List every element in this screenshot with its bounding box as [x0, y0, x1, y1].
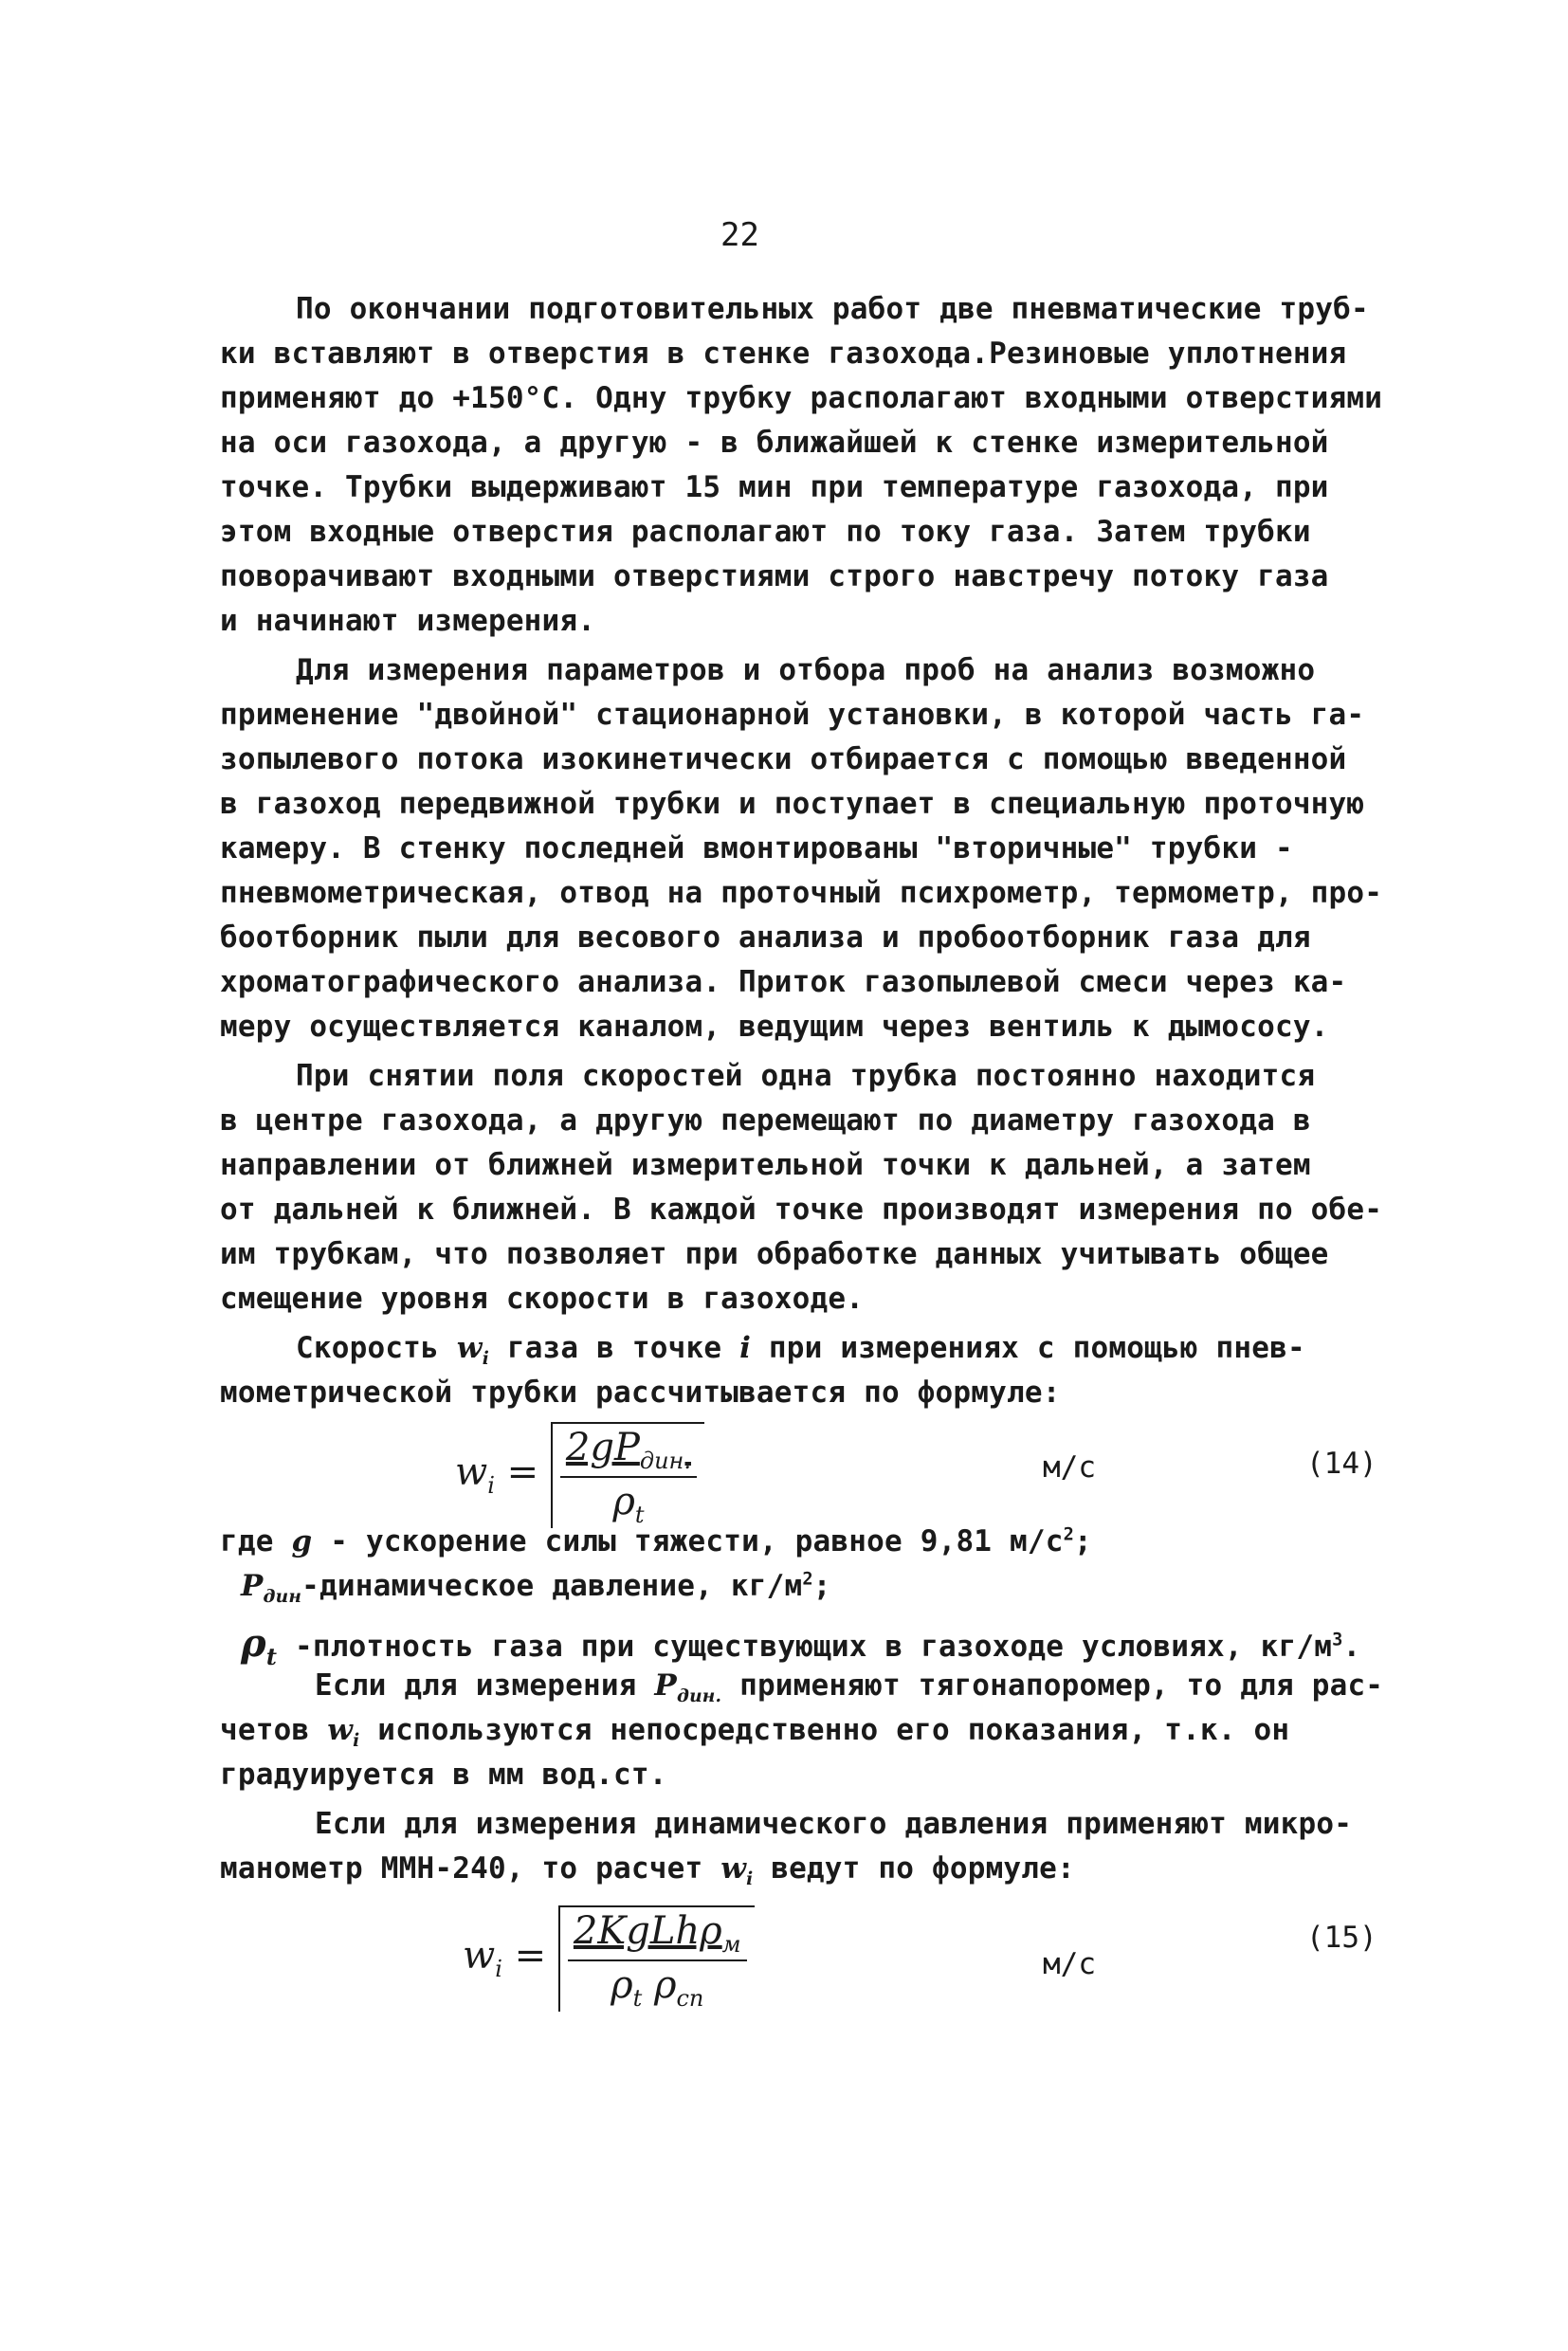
fraction-numerator: $2gP_{дин.}$	[560, 1426, 697, 1478]
paragraph2-line: хроматографического анализа. Приток газопылевой смеси через ка-	[220, 965, 1347, 999]
formula-14	[455, 1422, 704, 1528]
formula-lhs: $w_i$	[463, 1934, 502, 1982]
paragraph2-line: в газоход передвижной трубки и поступает в специальную проточную	[220, 787, 1365, 821]
paragraph5-line1	[315, 1668, 1383, 1706]
velocity-symbol: $w_i$	[456, 1331, 489, 1370]
paragraph2-line: пневмометрическая, отвод на проточный психрометр, термометр, про-	[220, 876, 1383, 910]
text-span: при измерениях с помощью пнев-	[768, 1331, 1305, 1365]
paragraph2-line: зопылевого потока изокинетически отбирается с помощью введенной	[220, 742, 1347, 776]
formula-15-unit: м/с	[1043, 1947, 1096, 1981]
formula-lhs: $w_i$	[455, 1450, 495, 1499]
sqrt-expression	[551, 1422, 704, 1528]
text-span: -динамическое давление, кг/м	[301, 1569, 803, 1603]
superscript: 2	[1063, 1524, 1075, 1545]
paragraph5-line2	[220, 1713, 1289, 1751]
paragraph4-line1	[296, 1331, 1305, 1369]
text-span: используются непосредственно его показания, т.к. он	[359, 1713, 1290, 1747]
text-span: применяют тягонапоромер, то для рас-	[721, 1668, 1384, 1703]
fraction	[560, 1426, 697, 1528]
paragraph3-line: При снятии поля скоростей одна трубка постоянно находится	[296, 1059, 1316, 1093]
text-span: ;	[1074, 1524, 1092, 1558]
g-symbol: g	[291, 1524, 313, 1558]
paragraph2-line: меру осуществляется каналом, ведущим через вентиль к дымососу.	[220, 1010, 1329, 1044]
velocity-symbol: $w_i$	[327, 1713, 360, 1752]
paragraph6-line1: Если для измерения динамического давления применяют микро-	[315, 1807, 1353, 1841]
velocity-symbol: $w_i$	[720, 1851, 754, 1890]
paragraph6-line2	[220, 1851, 1075, 1889]
text-span: манометр ММН-240, то расчет	[220, 1851, 721, 1886]
superscript: 3	[1332, 1630, 1343, 1650]
p-dyn-symbol: $P_{дин.}$	[654, 1668, 722, 1707]
paragraph3-line: в центре газохода, а другую перемещают по диаметру газохода в	[220, 1103, 1311, 1138]
paragraph3-line: от дальней к ближней. В каждой точке производят измерения по обе-	[220, 1193, 1383, 1227]
equals-sign: =	[514, 1934, 547, 1977]
formula-14-number: (14)	[1306, 1447, 1377, 1481]
text-span: Если для измерения	[315, 1668, 655, 1703]
text-span: - ускорение силы тяжести, равное 9,81 м/с	[312, 1524, 1064, 1558]
text-span: Скорость	[296, 1331, 439, 1365]
paragraph1-line: применяют до +150°С. Одну трубку располагают входными отверстиями	[220, 381, 1383, 415]
text-span: .	[1342, 1630, 1361, 1664]
page-number: 22	[720, 216, 759, 254]
definition-p	[241, 1569, 831, 1607]
paragraph1-line: и начинают измерения.	[220, 604, 596, 638]
paragraph2-line: применение "двойной" стационарной установки, в которой часть га-	[220, 698, 1365, 732]
paragraph5-line3: градуируется в мм вод.ст.	[220, 1758, 667, 1792]
rho-symbol: $\rho_t$	[241, 1621, 278, 1670]
paragraph3-line: смещение уровня скорости в газоходе.	[220, 1282, 865, 1316]
text-span: -плотность газа при существующих в газоходе условиях, кг/м	[277, 1630, 1333, 1664]
paragraph3-line: направлении от ближней измерительной точки к дальней, а затем	[220, 1148, 1311, 1182]
paragraph4-line2: мометрической трубки рассчитывается по формуле:	[220, 1376, 1061, 1410]
fraction-denominator: $\rho_t$	[612, 1480, 645, 1528]
paragraph1-line: на оси газохода, а другую - в ближайшей к стенке измерительной	[220, 426, 1329, 460]
formula-14-unit: м/с	[1043, 1450, 1096, 1485]
text-span: газа в точке	[506, 1331, 740, 1365]
text-span: ведут по формуле:	[753, 1851, 1075, 1886]
text-span: четов	[220, 1713, 328, 1747]
definition-rho	[241, 1621, 1360, 1670]
point-symbol: i	[739, 1331, 752, 1365]
text-span: ;	[812, 1569, 831, 1603]
paragraph1-line: поворачивают входными отверстиями строго навстречу потоку газа	[220, 559, 1329, 593]
superscript: 2	[802, 1569, 813, 1590]
definition-g	[220, 1524, 1092, 1558]
paragraph1-line: точке. Трубки выдерживают 15 мин при температуре газохода, при	[220, 470, 1329, 504]
paragraph3-line: им трубкам, что позволяет при обработке данных учитывать общее	[220, 1237, 1329, 1271]
paragraph1-line: По окончании подготовительных работ две пневматические труб-	[296, 292, 1369, 326]
p-symbol: $P_{дин}$	[241, 1569, 302, 1608]
formula-15	[463, 1905, 755, 2012]
sqrt-expression	[558, 1905, 755, 2012]
fraction	[568, 1909, 747, 2012]
paragraph1-line: этом входные отверстия располагают по току газа. Затем трубки	[220, 515, 1311, 549]
formula-15-number: (15)	[1306, 1921, 1377, 1955]
fraction-denominator: $\rho_t$ $\rho_{сп}$	[611, 1963, 704, 2012]
equals-sign: =	[506, 1450, 539, 1494]
fraction-numerator: 2KgLhρ$_м$	[568, 1909, 747, 1961]
paragraph2-line: камеру. В стенку последней вмонтированы "вторичные" трубки -	[220, 831, 1293, 866]
paragraph2-line: боотборник пыли для весового анализа и пробоотборник газа для	[220, 920, 1311, 955]
paragraph1-line: ки вставляют в отверстия в стенке газохода.Резиновые уплотнения	[220, 337, 1347, 371]
paragraph2-line: Для измерения параметров и отбора проб на анализ возможно	[296, 653, 1316, 687]
text-span: где	[220, 1524, 292, 1558]
